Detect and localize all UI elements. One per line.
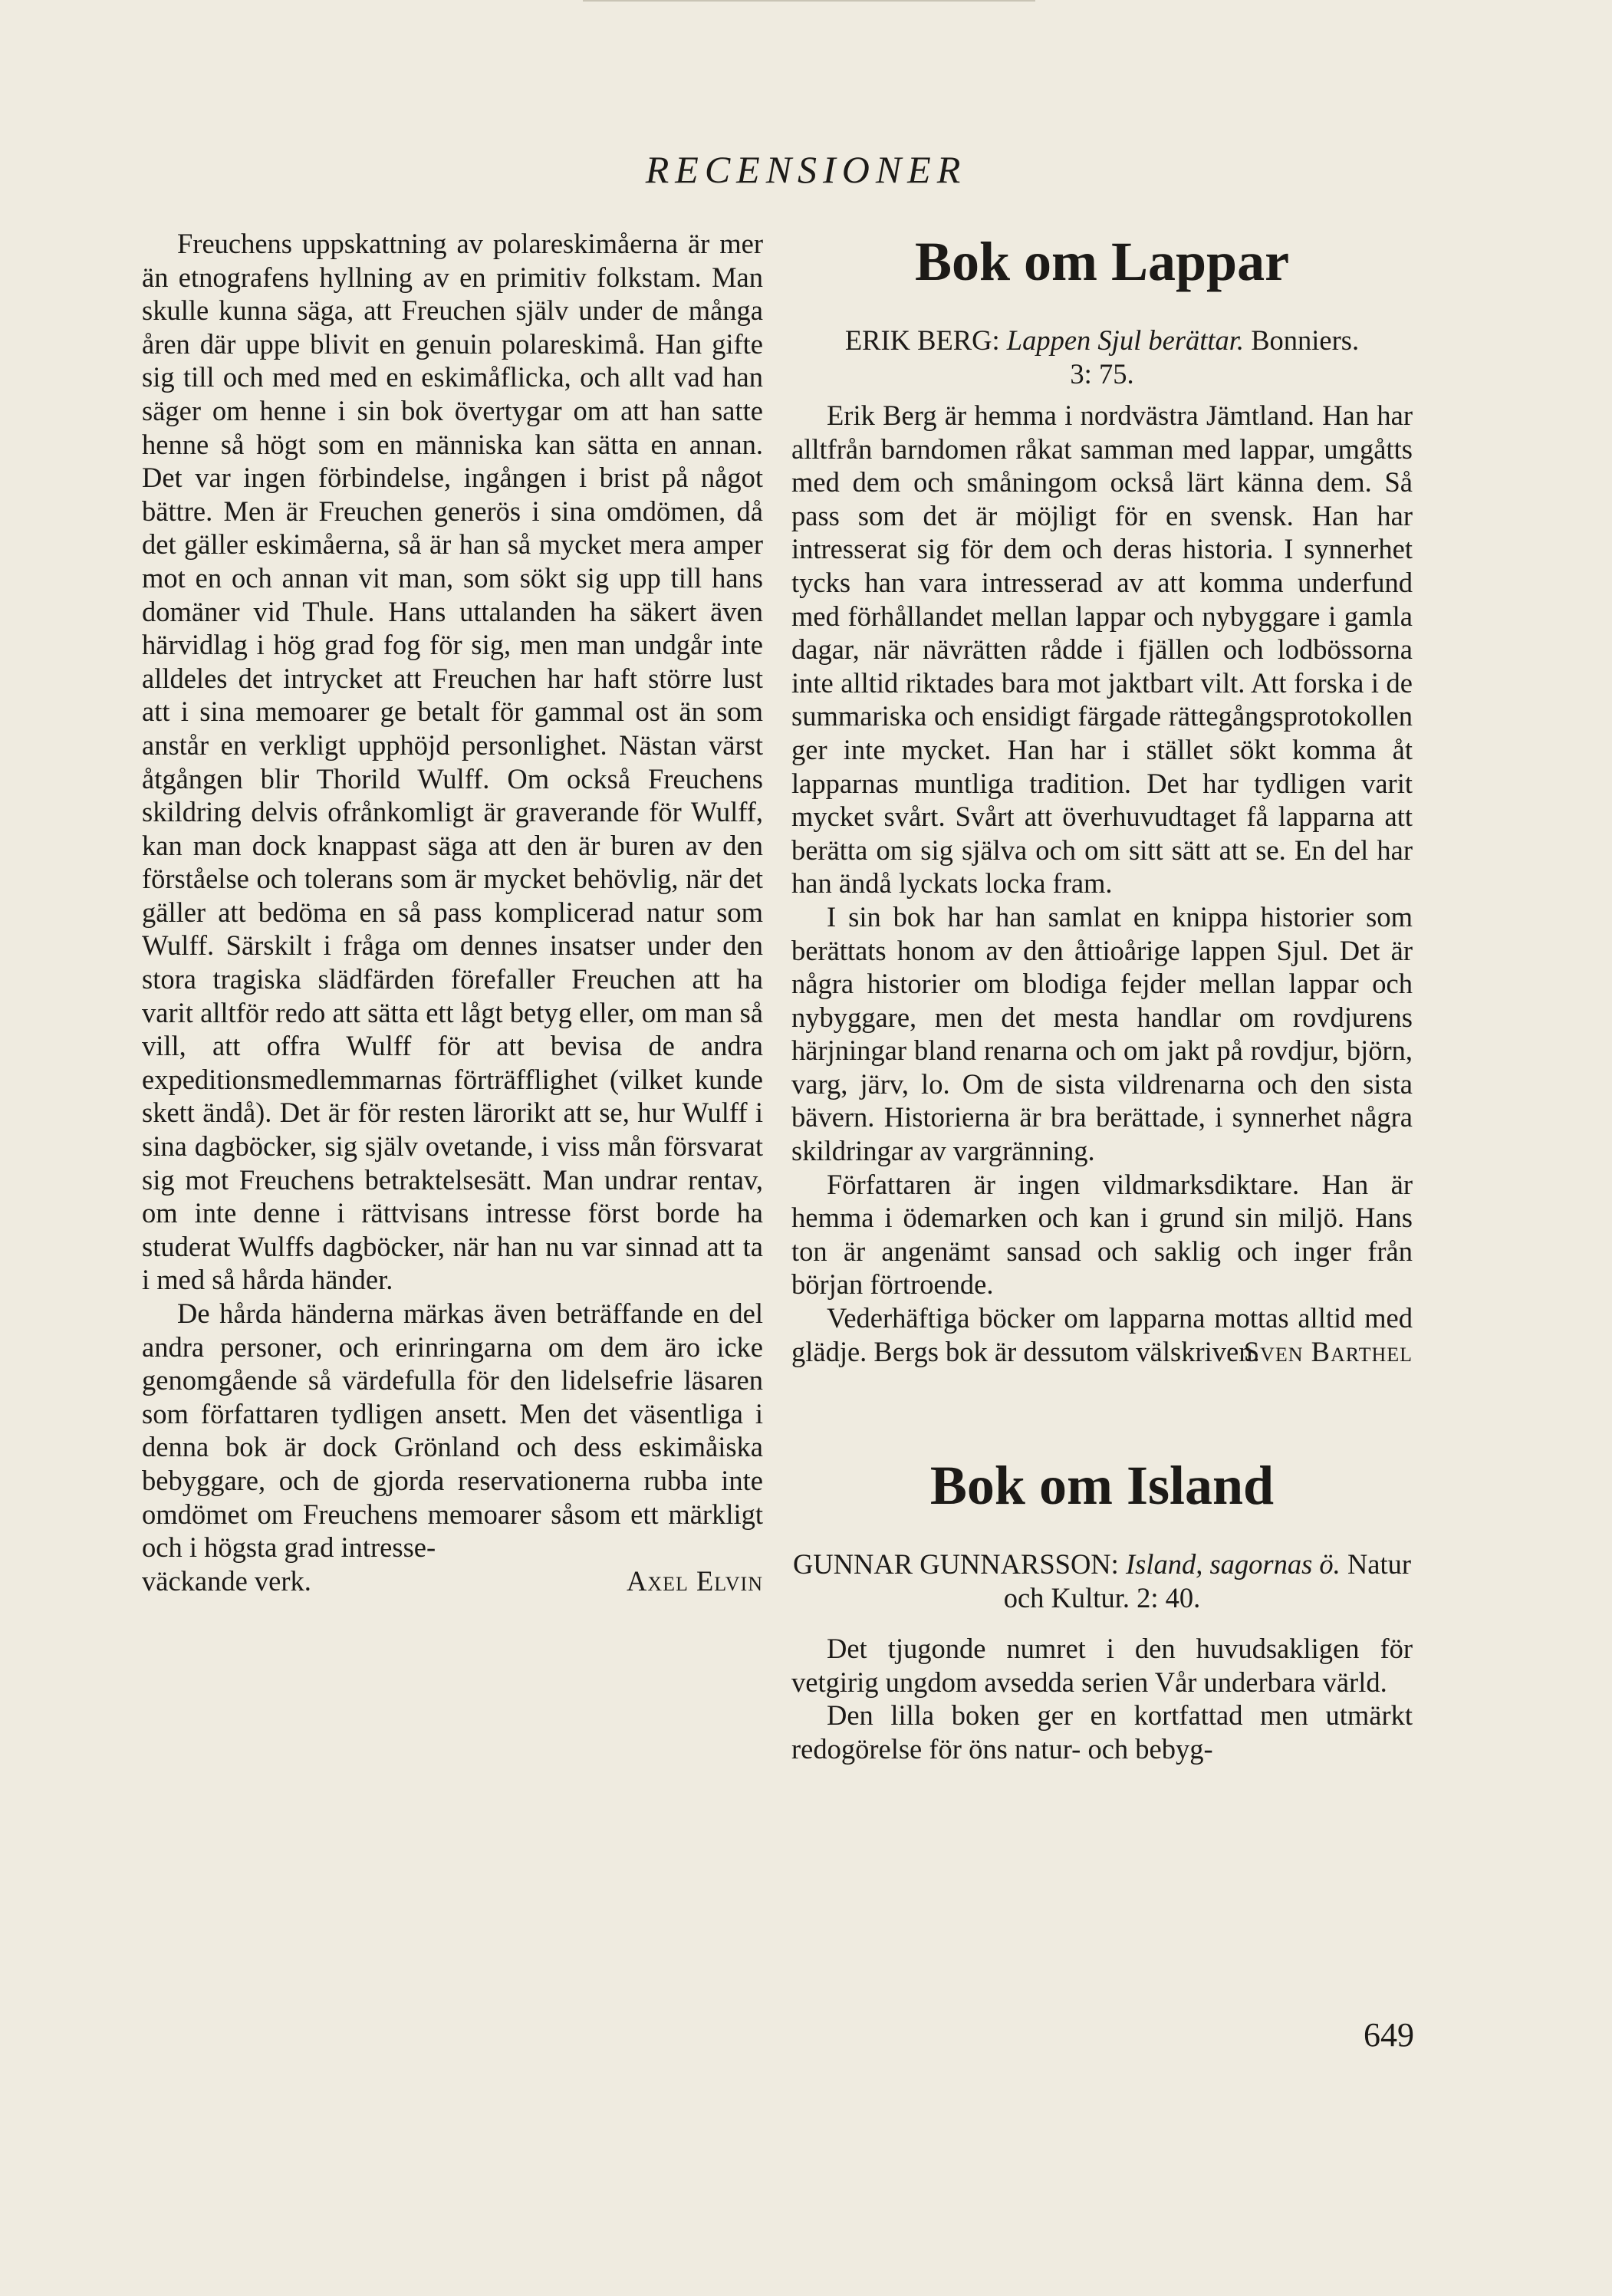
top-edge-rule [583, 0, 1035, 2]
signature-sven-barthel: Sven Barthel [1243, 1335, 1413, 1367]
review-title-island: Bok om Island [929, 1455, 1275, 1517]
running-head: RECENSIONER [645, 148, 967, 191]
lappar-paragraph-2: I sin bok har han samlat en knippa historier som berättats honom av den åttioårige lappen Sjul. Det är några historier om blodiga fejder mellan lappar och nybyggare, men det mesta handlar om rovdjurens härjningar bland renarna och om jakt på rovdjur, björn, varg, järv, lo. Om de sista vildrenarna och den sista bävern. Historierna är bra berättade, i synnerhet några skildringar av vargränning. [791, 900, 1413, 1167]
review-lappar [791, 227, 1413, 1368]
island-paragraph-1: Det tjugonde numret i den huvudsakligen för vetgirig ungdom avsedda serien Vår underbara värld. [791, 1633, 1413, 1698]
page-number: 649 [1364, 2016, 1414, 2054]
biblio-lappar [791, 324, 1413, 391]
review-island [791, 1451, 1413, 1765]
left-column [142, 227, 763, 1597]
left-paragraph-1: Freuchens uppskattning av polareskimåerna är mer än etnografens hyllning av en primitiv folkstam. Man skulle kunna säga, att Freuchen själv under de många åren där uppe blivit en genuin polareskimå. Han gifte sig till och med med en eskimåflicka, och allt vad han säger om henne i sin bok övertygar om att han satte henne så högt som en människa kan sätta en annan. Det var ingen förbindelse, ingången i brist på något bättre. Men är Freuchen generös i sina omdömen, då det gäller eskimåerna, så är han så mycket mera amper mot en och annan vit man, som sökt sig upp till hans domäner vid Thule. Hans uttalanden ha säkert även härvidlag i hög grad fog för sig, men man undgår inte alldeles det intrycket att Freuchen har haft större lust att i sina memoarer ge betalt för gammal ost än som anstår en verkligt upphöjd personlighet. Nästan värst åtgången blir Thorild Wulff. Om också Freuchens skildring delvis ofrånkomligt är graverande för Wulff, kan man dock knappast säga att den är buren av den förståelse och tolerans som är mycket behövlig, när det gäller att bedöma en så pass komplicerad natur som Wulff. Särskilt i fråga om dennes insatser under den stora tragiska slädfärden förefaller Freuchen att ha varit alltför redo att sätta ett lågt betyg eller, om man så vill, att offra Wulff för att bevisa de andra expeditionsmedlemmarnas förträfflighet (vilket kunde skett ändå). Det är för resten lärorikt att se, hur Wulff i sina dagböcker, sig själv ovetande, i viss mån försvarat sig mot Freuchens betraktelsesätt. Man undrar rentav, om inte denne i rättvisans intresse först borde ha studerat Wulffs dagböcker, när han nu var sinnad att ta i med så hårda händer. [142, 228, 763, 1296]
biblio-price: 2: 40. [1137, 1582, 1201, 1614]
biblio-island [791, 1548, 1413, 1615]
signature-axel-elvin: Axel Elvin [626, 1564, 763, 1597]
biblio-book-title: Island, sagornas ö. [1125, 1548, 1341, 1581]
island-paragraph-2: Den lilla boken ger en kortfattad men utmärkt redogörelse för öns natur- och bebyg- [791, 1699, 1413, 1765]
biblio-author: ERIK BERG: [844, 324, 1000, 356]
review-title-lappar: Bok om Lappar [914, 231, 1290, 292]
left-signature-line [142, 1564, 763, 1598]
biblio-publisher: Bonniers. [1251, 324, 1360, 356]
lappar-paragraph-1: Erik Berg är hemma i nordvästra Jämtland. Han har alltfrån barndomen råkat samman med lappar, umgåtts med dem och småningom också lärt känna dem. Så pass som det är möjligt för en svensk. Han har intresserat sig för dem och deras historia. I synnerhet tycks han vara intresserad av att komma underfund med förhållandet mellan lappar och nybyggare i gamla dagar, när nävrätten rådde i fjällen och lodbössorna inte alltid riktades bara mot jaktbart vilt. Att forska i de summariska och ensidigt färgade rättegångsprotokollen ger inte mycket. Han har i stället sökt komma åt lapparnas muntliga tradition. Det har tydligen varit mycket svårt. Svårt att överhuvudtaget få lapparna att berätta om sig själva och om sitt sätt att se. En del har han ändå lyckats locka fram. [791, 400, 1413, 900]
right-column [791, 227, 1413, 1766]
lappar-paragraph-3: Författaren är ingen vildmarksdiktare. Han är hemma i ödemarken och kan i grund sin miljö. Hans ton är angenämt sansad och saklig och inger från början förtroende. [791, 1168, 1413, 1301]
left-last-line: väckande verk. [142, 1564, 311, 1597]
left-paragraph-2: De hårda händerna märkas även beträffande en del andra personer, och erinringarna om dem äro icke genomgående så värdefulla för den lidelsefrie läsaren som författaren tydligen ansett. Men det väsentliga i denna bok är dock Grönland och dess eskimåiska bebyggare, och de gjorda reservationerna rubba inte omdömet om Freuchens memoarer såsom ett märkligt och i högsta grad intresse- [142, 1298, 763, 1564]
biblio-author: GUNNAR GUNNARSSON: [792, 1548, 1119, 1581]
biblio-publisher: Natur och Kultur. [1003, 1548, 1412, 1614]
biblio-book-title: Lappen Sjul berättar. [1006, 324, 1245, 356]
biblio-price: 3: 75. [1070, 358, 1134, 390]
lappar-paragraph-4: Vederhäftiga böcker om lapparna mottas alltid med glädje. Bergs bok är dessutom välskriven. [791, 1302, 1413, 1367]
